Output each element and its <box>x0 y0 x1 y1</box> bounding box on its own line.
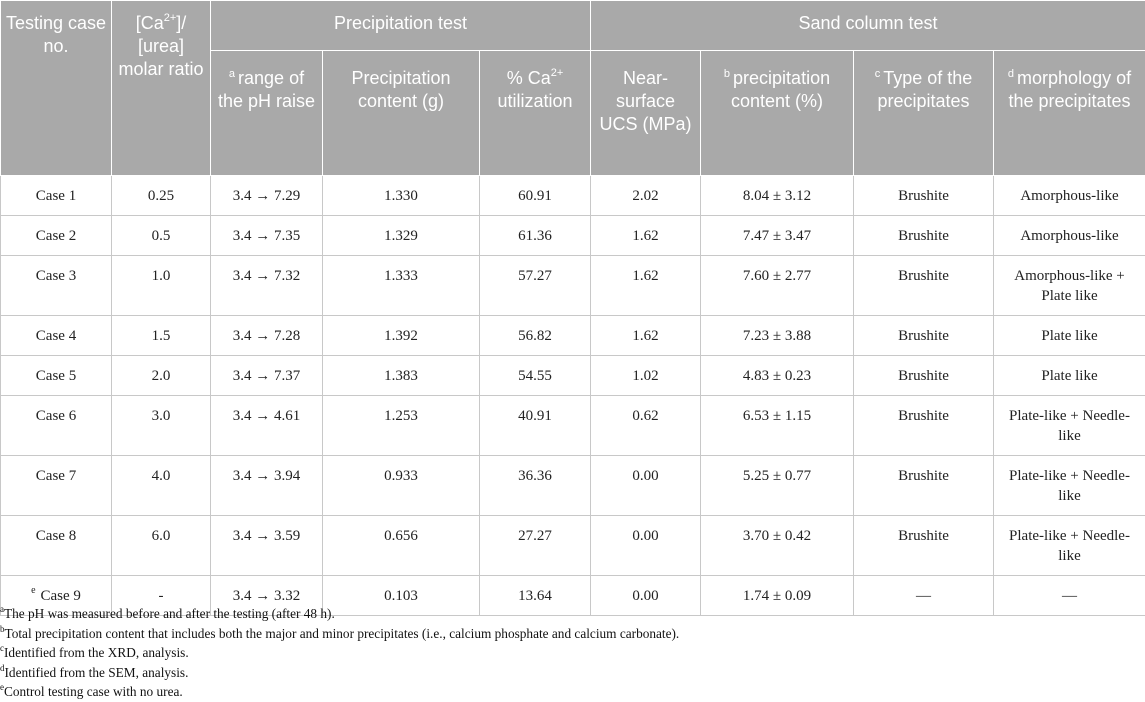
cell-text: Plate like <box>1041 368 1098 384</box>
cell-text: 3.0 <box>151 408 171 424</box>
cell-text: Brushite <box>898 328 949 344</box>
cell-text: 27.27 <box>518 528 552 544</box>
cell-pp <box>701 216 854 256</box>
header-molar-ratio: $[Ca^{2+}]/$ [urea] molar ratio <box>112 1 211 176</box>
cell-ca <box>480 176 591 216</box>
cell-ca <box>480 216 591 256</box>
footnote-mark: e <box>0 682 4 692</box>
cell-morph <box>994 256 1145 316</box>
cell-text: Plate-like + Needle-like <box>1009 408 1130 444</box>
cell-text: 1.253 <box>384 408 418 424</box>
cell-type <box>854 316 994 356</box>
cell-ratio <box>112 516 211 576</box>
footnote <box>0 604 679 624</box>
cell-text: Amorphous-like <box>1020 228 1119 244</box>
footnote-mark: c <box>0 643 4 653</box>
cell-text: 3.70 ± 0.42 <box>742 528 812 544</box>
header-morphology: $^d$ morphology of the precipitates <box>994 51 1145 176</box>
cell-text: Case 7 <box>35 468 77 484</box>
cell-ucs <box>591 456 701 516</box>
cell-pc <box>323 456 480 516</box>
cell-ucs <box>591 356 701 396</box>
cell-text: Brushite <box>898 408 949 424</box>
header-ca-utilization: % $Ca^{2+}$ utilization <box>480 51 591 176</box>
cell-case <box>1 396 112 456</box>
cell-text: 1.02 <box>632 368 659 384</box>
cell-type <box>854 516 994 576</box>
cell-pp <box>701 396 854 456</box>
cell-morph <box>994 176 1145 216</box>
cell-text: Plate-like + Needle-like <box>1009 528 1130 564</box>
cell-text: 0.103 <box>384 588 418 604</box>
cell-pp <box>701 316 854 356</box>
cell-ucs <box>591 516 701 576</box>
cell-text: 0.25 <box>147 188 175 204</box>
cell-text: 0.656 <box>384 528 418 544</box>
cell-text: Brushite <box>898 268 949 284</box>
cell-morph <box>994 576 1145 616</box>
cell-type <box>854 216 994 256</box>
table-row <box>1 516 1145 576</box>
cell-text: 1.329 <box>384 228 418 244</box>
header-precipitation-test: Precipitation test <box>211 1 591 51</box>
cell-text: Plate-like + Needle-like <box>1009 468 1130 504</box>
cell-morph <box>994 516 1145 576</box>
table-row <box>1 216 1145 256</box>
cell-text: 0.00 <box>632 588 659 604</box>
cell-type <box>854 256 994 316</box>
cell-ratio <box>112 316 211 356</box>
cell-pp <box>701 256 854 316</box>
cell-text: 1.383 <box>384 368 418 384</box>
cell-ph <box>211 396 323 456</box>
cell-text: 3.4 → 7.37 <box>232 368 301 384</box>
cell-pc <box>323 316 480 356</box>
header-precipitate-type: $^c$ Type of the precipitates <box>854 51 994 176</box>
cell-text: 1.62 <box>632 228 659 244</box>
cell-text: 3.4 → 7.35 <box>232 228 301 244</box>
cell-text: Case 8 <box>35 528 77 544</box>
cell-text: 8.04 ± 3.12 <box>742 188 812 204</box>
cell-text: Brushite <box>898 368 949 384</box>
cell-pc <box>323 216 480 256</box>
cell-ca <box>480 256 591 316</box>
cell-ratio <box>112 396 211 456</box>
cell-text: 1.330 <box>384 188 418 204</box>
cell-text: 3.4 → 3.59 <box>232 528 301 544</box>
cell-case <box>1 516 112 576</box>
footnote-text: Identified from the SEM, analysis. <box>4 664 189 680</box>
cell-ca <box>480 456 591 516</box>
cell-case <box>1 256 112 316</box>
cell-ratio <box>112 256 211 316</box>
cell-text: — <box>916 588 931 604</box>
cell-text: 3.4 → 3.32 <box>232 588 301 604</box>
cell-text: 1.333 <box>384 268 418 284</box>
cell-text: 7.23 ± 3.88 <box>742 328 812 344</box>
cell-ca <box>480 316 591 356</box>
footnote <box>0 682 679 702</box>
cell-ucs <box>591 396 701 456</box>
cell-ph <box>211 456 323 516</box>
cell-ucs <box>591 316 701 356</box>
cell-ucs <box>591 216 701 256</box>
cell-ratio <box>112 216 211 256</box>
cell-pc <box>323 356 480 396</box>
cell-text: 1.0 <box>151 268 171 284</box>
cell-text: 3.4 → 7.32 <box>232 268 301 284</box>
cell-ph <box>211 316 323 356</box>
cell-case <box>1 356 112 396</box>
cell-text: 60.91 <box>518 188 552 204</box>
cell-text: 0.00 <box>632 468 659 484</box>
cell-text: 1.62 <box>632 328 659 344</box>
cell-text: Plate like <box>1041 328 1098 344</box>
cell-ca <box>480 396 591 456</box>
cell-text: 36.36 <box>518 468 552 484</box>
cell-text: 7.47 ± 3.47 <box>742 228 812 244</box>
footnote-text: Control testing case with no urea. <box>4 684 183 699</box>
header-sand-column-test: Sand column test <box>591 1 1145 51</box>
cell-ratio <box>112 176 211 216</box>
cell-type <box>854 396 994 456</box>
cell-text: 0.5 <box>151 228 171 244</box>
cell-case <box>1 216 112 256</box>
cell-ph <box>211 216 323 256</box>
cell-case <box>1 456 112 516</box>
cell-text: - <box>158 588 164 604</box>
cell-ph <box>211 256 323 316</box>
footnote-mark: b <box>0 623 5 634</box>
cell-ca <box>480 516 591 576</box>
table-row <box>1 176 1145 216</box>
cell-type <box>854 576 994 616</box>
header-ph-range: $^a$ range of the pH raise <box>211 51 323 176</box>
footnote-text: Total precipitation content that includes both the major and minor precipitates (i.e., calcium phosphate and calcium carbonate). <box>4 625 680 641</box>
cell-text: 3.4 → 7.28 <box>232 328 301 344</box>
cell-text: 7.60 ± 2.77 <box>742 268 812 284</box>
footnote-mark: d <box>0 662 5 673</box>
cell-morph <box>994 396 1145 456</box>
cell-case <box>1 176 112 216</box>
cell-text: Case 2 <box>35 228 77 244</box>
cell-text: 0.62 <box>632 408 659 424</box>
cell-text: 61.36 <box>518 228 552 244</box>
cell-text: Amorphous-like + Plate like <box>1014 268 1125 304</box>
cell-text: 2.0 <box>151 368 171 384</box>
footnote-marker: e <box>31 585 36 596</box>
cell-case <box>1 316 112 356</box>
footnote-text: The pH was measured before and after the testing (after 48 h). <box>4 606 335 621</box>
cell-text: 3.4 → 3.94 <box>232 468 301 484</box>
cell-text: Amorphous-like <box>1020 188 1119 204</box>
footnote-text: Identified from the XRD, analysis. <box>4 645 189 660</box>
cell-text: 57.27 <box>518 268 552 284</box>
cell-pc <box>323 396 480 456</box>
cell-text: 40.91 <box>518 408 552 424</box>
cell-ph <box>211 356 323 396</box>
cell-text: 4.83 ± 0.23 <box>742 368 812 384</box>
cell-pp <box>701 516 854 576</box>
cell-text: 54.55 <box>518 368 552 384</box>
cell-text: 3.4 → 4.61 <box>232 408 301 424</box>
cell-text: Brushite <box>898 228 949 244</box>
cell-text: Case 6 <box>35 408 77 424</box>
cell-ph <box>211 176 323 216</box>
footnote <box>0 643 679 663</box>
cell-text: Case 4 <box>35 328 77 344</box>
cell-text: 2.02 <box>632 188 659 204</box>
cell-text: Brushite <box>898 188 949 204</box>
table-row <box>1 456 1145 516</box>
cell-text: Brushite <box>898 528 949 544</box>
footnote <box>0 624 679 644</box>
cell-text: Case 3 <box>35 268 77 284</box>
cell-text: Brushite <box>898 468 949 484</box>
cell-text: 1.392 <box>384 328 418 344</box>
header-precipitation-content-g: Precipitation content (g) <box>323 51 480 176</box>
cell-type <box>854 456 994 516</box>
cell-pp <box>701 176 854 216</box>
footnotes <box>0 604 679 702</box>
cell-text: 1.5 <box>151 328 171 344</box>
table-row <box>1 256 1145 316</box>
cell-text: 0.00 <box>632 528 659 544</box>
cell-ca <box>480 356 591 396</box>
header-precipitation-content-pct: $^b$ precipitation content (%) <box>701 51 854 176</box>
cell-morph <box>994 216 1145 256</box>
table-row <box>1 316 1145 356</box>
cell-text: 5.25 ± 0.77 <box>742 468 812 484</box>
cell-text: 1.62 <box>632 268 659 284</box>
cell-pc <box>323 176 480 216</box>
cell-type <box>854 176 994 216</box>
footnote-mark: a <box>0 604 4 614</box>
cell-text: — <box>1062 588 1077 604</box>
cell-morph <box>994 316 1145 356</box>
cell-pp <box>701 576 854 616</box>
cell-pp <box>701 356 854 396</box>
cell-pc <box>323 256 480 316</box>
cell-ucs <box>591 176 701 216</box>
cell-text: Case 5 <box>35 368 77 384</box>
cell-morph <box>994 356 1145 396</box>
cell-ratio <box>112 356 211 396</box>
table-row <box>1 396 1145 456</box>
cell-text: Case 1 <box>35 188 77 204</box>
cell-text: 56.82 <box>518 328 552 344</box>
cell-ratio <box>112 456 211 516</box>
footnote <box>0 663 679 683</box>
cell-pc <box>323 516 480 576</box>
cell-text: 6.0 <box>151 528 171 544</box>
cell-text: 4.0 <box>151 468 171 484</box>
cell-pp <box>701 456 854 516</box>
cell-text: 13.64 <box>518 588 552 604</box>
cell-ucs <box>591 256 701 316</box>
cell-text: Case 9 <box>40 588 81 604</box>
header-case-no: Testing case no. <box>1 1 112 176</box>
cell-text: 3.4 → 7.29 <box>232 188 301 204</box>
cell-text: 0.933 <box>384 468 418 484</box>
header-ucs: Near-surface UCS (MPa) <box>591 51 701 176</box>
cell-text: 1.74 ± 0.09 <box>742 588 812 604</box>
cell-ph <box>211 516 323 576</box>
cell-text: 6.53 ± 1.15 <box>742 408 812 424</box>
cell-morph <box>994 456 1145 516</box>
cell-type <box>854 356 994 396</box>
table-row <box>1 356 1145 396</box>
